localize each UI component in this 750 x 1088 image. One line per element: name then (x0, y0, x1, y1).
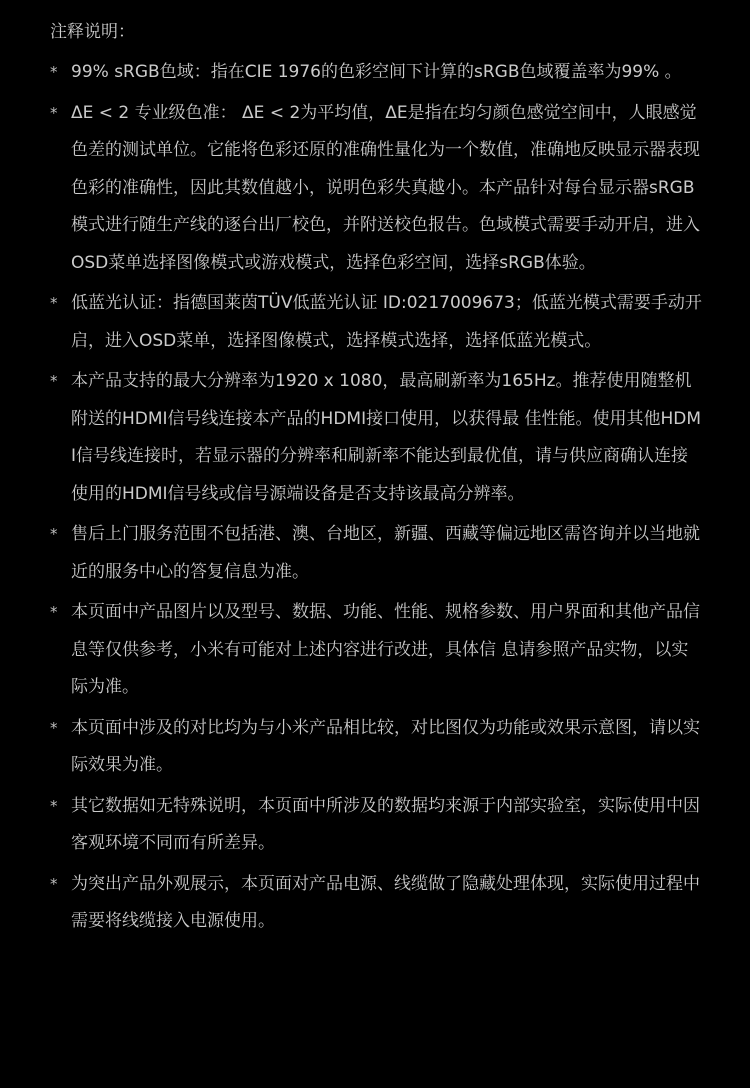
note-text: 为突出产品外观展示，本页面对产品电源、线缆做了隐藏处理体现，实际使用过程中需要将线缆接入电源使用。 (71, 873, 700, 931)
asterisk-icon: * (50, 718, 58, 737)
note-item (50, 363, 702, 513)
note-item (50, 866, 702, 941)
note-item (50, 516, 702, 591)
asterisk-icon: * (50, 525, 58, 543)
asterisk-icon: * (50, 63, 58, 81)
note-text: 低蓝光认证：指德国莱茵TÜV低蓝光认证 ID:0217009673；低蓝光模式需要手动开启，进入OSD菜单，选择图像模式，选择模式选择，选择低蓝光模式。 (71, 293, 702, 351)
note-text: ΔE < 2 专业级色准： ΔE < 2为平均值，ΔE是指在均匀颜色感觉空间中，人眼感觉色差的测试单位。它能将色彩还原的准确性量化为一个数值，准确地反映显示器表现色彩的准确性，因此其数值越小，说明色彩失真越小。本产品针对每台显示器sRGB模式进行随生产线的逐台出厂校色，并附送校色报告。色域模式需要手动开启，进入OSD菜单选择图像模式或游戏模式，选择色彩空间，选择sRGB体验。 (71, 102, 700, 273)
asterisk-icon: * (50, 796, 58, 815)
asterisk-icon: * (50, 103, 58, 122)
note-item (50, 54, 702, 92)
note-item (50, 788, 702, 863)
note-item (50, 594, 702, 707)
asterisk-icon: * (50, 603, 58, 621)
note-text: 本产品支持的最大分辨率为1920 x 1080，最高刷新率为165Hz。推荐使用随整机附送的HDMI信号线连接本产品的HDMI接口使用，以获得最 佳性能。使用其他HDMI信号线连接时，若显示器的分辨率和刷新率不能达到最优值，请与供应商确认连接使用的HDMI信号线或信号源端设备是否支持该最高分辨率。 (71, 371, 702, 504)
note-text: 其它数据如无特殊说明，本页面中所涉及的数据均来源于内部实验室，实际使用中因客观环境不同而有所差异。 (71, 795, 700, 853)
note-item (50, 95, 702, 283)
asterisk-icon: * (50, 294, 58, 312)
note-item (50, 710, 702, 785)
note-item (50, 285, 702, 360)
note-text: 本页面中涉及的对比均为与小米产品相比较，对比图仅为功能或效果示意图，请以实际效果为准。 (71, 717, 700, 775)
notes-title: 注释说明： (50, 22, 135, 42)
asterisk-icon: * (50, 372, 58, 390)
note-list (50, 54, 702, 941)
note-text: 售后上门服务范围不包括港、澳、台地区，新疆、西藏等偏远地区需咨询并以当地就近的服务中心的答复信息为准。 (71, 524, 700, 582)
note-text: 99% sRGB色域：指在CIE 1976的色彩空间下计算的sRGB色域覆盖率为99% 。 (71, 62, 682, 82)
note-text: 本页面中产品图片以及型号、数据、功能、性能、规格参数、用户界面和其他产品信息等仅供参考，小米有可能对上述内容进行改进，具体信 息请参照产品实物，以实际为准。 (71, 602, 700, 697)
asterisk-icon: * (50, 874, 58, 893)
